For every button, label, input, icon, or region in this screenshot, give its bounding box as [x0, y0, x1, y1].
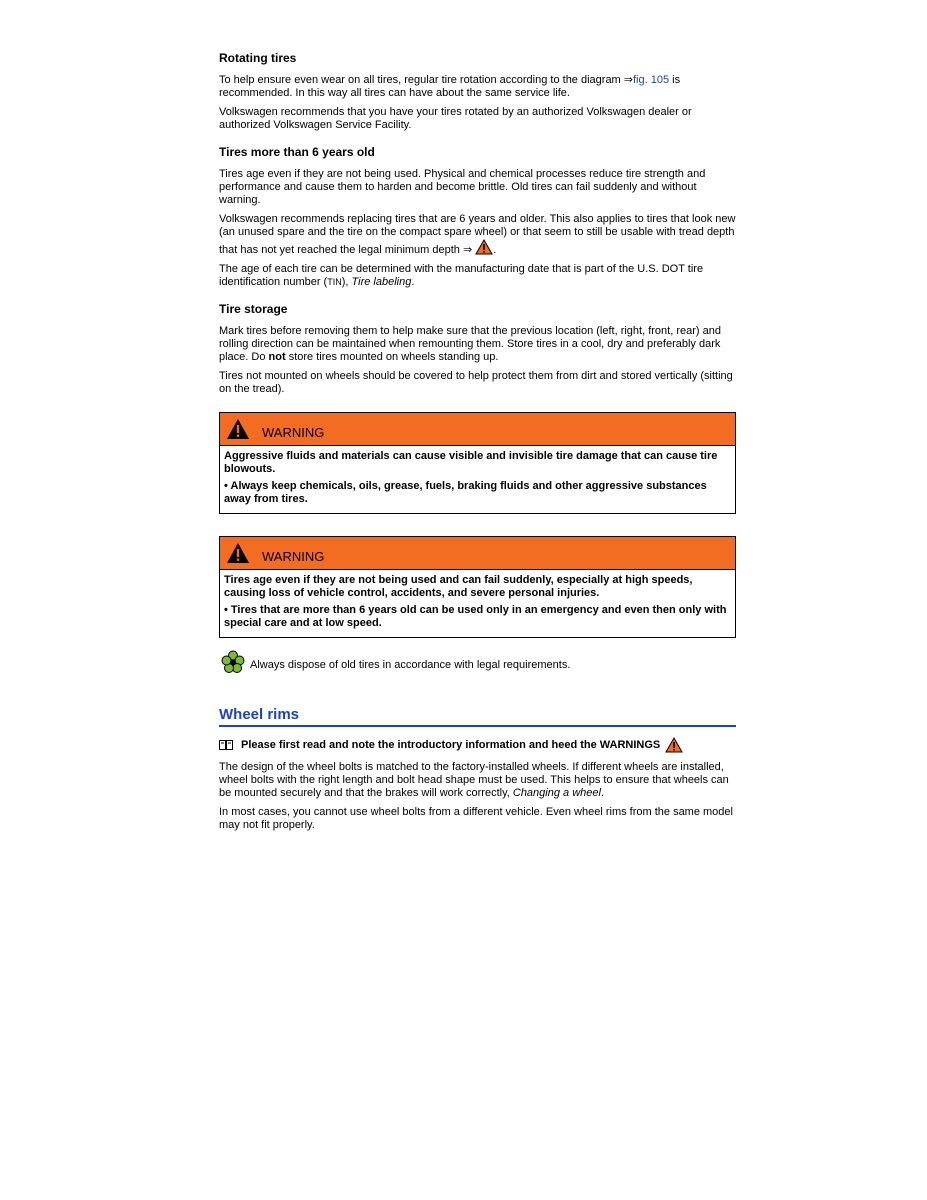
environment-text: Always dispose of old tires in accordance with legal requirements.	[250, 658, 571, 671]
warning-header	[220, 413, 735, 446]
book-icon	[219, 740, 233, 750]
rotating-p1: To help ensure even wear on all tires, regular tire rotation according to the diagram ⇒fig. 105 is recommended. In this way all tires can have about the same service life.	[219, 74, 681, 99]
warning-bullet: • Tires that are more than 6 years old can be used only in an emergency and even then only with special care and at low speed.	[224, 604, 727, 629]
page-content	[219, 50, 736, 838]
changing-wheel-ref[interactable]: Changing a wheel	[512, 787, 601, 799]
warning-box-1	[219, 412, 736, 514]
old-tires-heading: Tires more than 6 years old	[219, 145, 375, 159]
environment-note	[219, 650, 736, 674]
warning-box-2	[219, 536, 736, 638]
intro-text: Please first read and note the introductory information and heed the WARNINGS	[241, 738, 661, 751]
warning-label: WARNING	[262, 548, 325, 564]
wheel-rims-p2: In most cases, you cannot use wheel bolts from a different vehicle. Even wheel rims from the same model may not fit properly.	[219, 806, 733, 831]
environment-flower-icon	[221, 650, 245, 674]
warning-text: Aggressive fluids and materials can cause visible and invisible tire damage that can cause tire blowouts.	[224, 450, 718, 475]
rotating-p2: Volkswagen recommends that you have your tires rotated by an authorized Volkswagen dealer or authorized Volkswagen Service Facility.	[219, 106, 692, 131]
old-tires-p3: The age of each tire can be determined with the manufacturing date that is part of the U.S. DOT tire identification number (TIN), Tire labeling.	[219, 263, 704, 288]
warning-header	[220, 537, 735, 570]
old-tires-p1: Tires age even if they are not being used. Physical and chemical processes reduce tire strength and performance and cause them to harden and become brittle. Old tires can fail suddenly and without warning.	[219, 168, 706, 206]
warning-triangle-icon[interactable]	[665, 737, 683, 753]
warning-triangle-icon	[226, 418, 250, 440]
warning-text: Tires age even if they are not being used and can fail suddenly, especially at high speeds, causing loss of vehicle control, accidents, and severe personal injuries.	[224, 574, 693, 599]
wheel-rims-p1: The design of the wheel bolts is matched to the factory-installed wheels. If different wheels are installed, wheel bolts with the right length and bolt head shape must be used. This helps to ensure that wheels can be mounted securely and that the brakes will work correctly, Changing a wheel.	[219, 761, 729, 799]
storage-p1: Mark tires before removing them to help make sure that the previous location (left, right, front, rear) and rolling direction can be maintained when remounting them. Store tires in a cool, dry and preferably dark place. Do not store tires mounted on wheels standing up.	[219, 325, 721, 363]
fig-105-link[interactable]: fig. 105	[633, 74, 670, 86]
warning-triangle-icon[interactable]	[475, 239, 493, 255]
storage-p2: Tires not mounted on wheels should be covered to help protect them from dirt and stored vertically (sitting on the tread).	[219, 370, 733, 395]
old-tires-p2: Volkswagen recommends replacing tires that are 6 years and older. This also applies to tires that look new (an unused spare and the tire on the compact spare wheel) or that seem to still be usable with tread depth that has not yet reached the legal minimum depth ⇒ .	[219, 213, 736, 256]
tire-labeling-ref[interactable]: Tire labeling	[351, 276, 412, 288]
warning-label: WARNING	[262, 424, 325, 440]
tire-storage-heading: Tire storage	[219, 302, 288, 316]
rotating-tires-heading: Rotating tires	[219, 51, 297, 65]
warning-triangle-icon	[226, 542, 250, 564]
wheel-rims-title: Wheel rims	[219, 706, 736, 727]
warning-bullet: • Always keep chemicals, oils, grease, fuels, braking fluids and other aggressive substances away from tires.	[224, 480, 707, 505]
intro-note	[219, 737, 736, 753]
